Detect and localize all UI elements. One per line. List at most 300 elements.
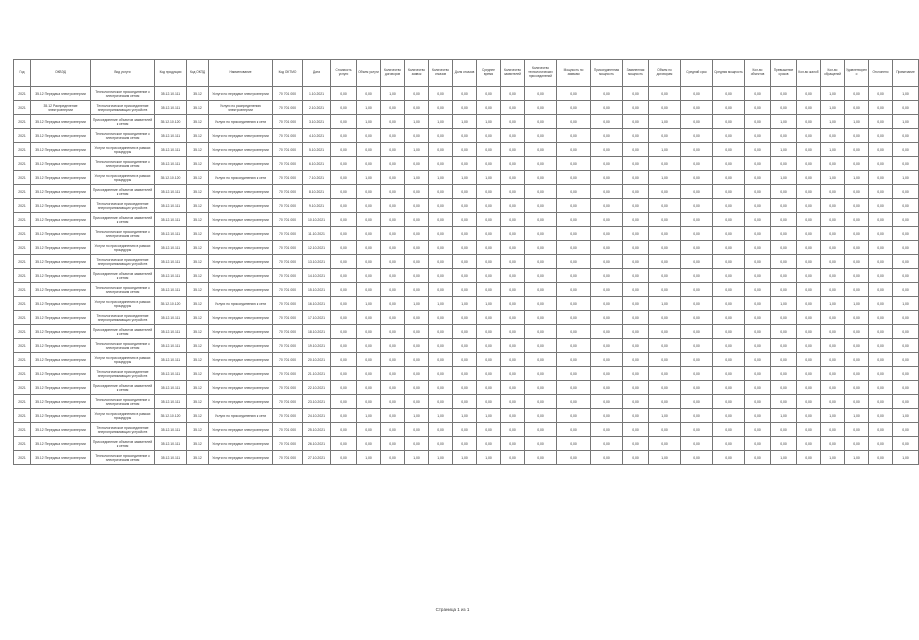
table-cell: 0,00 xyxy=(591,199,623,213)
table-cell: 0,00 xyxy=(845,381,869,395)
table-cell: 0,00 xyxy=(821,255,845,269)
table-cell: 0,00 xyxy=(331,367,357,381)
table-cell: 0,00 xyxy=(649,199,681,213)
table-cell: 1,00 xyxy=(771,143,797,157)
table-cell: 0,00 xyxy=(591,311,623,325)
table-cell: 1,00 xyxy=(893,297,919,311)
table-cell: 0,00 xyxy=(357,213,381,227)
table-cell: 16.10.2021 xyxy=(303,297,331,311)
table-cell: 0,00 xyxy=(429,185,453,199)
table-cell: 0,00 xyxy=(557,297,591,311)
table-cell: 35.12 xyxy=(187,409,209,423)
table-cell: 35.12 Передача электроэнергии xyxy=(31,297,91,311)
table-cell: 0,00 xyxy=(681,409,713,423)
table-cell: 0,00 xyxy=(357,269,381,283)
column-header: Дата xyxy=(303,60,331,87)
table-cell: 0,00 xyxy=(381,255,405,269)
table-cell: 1,00 xyxy=(845,171,869,185)
table-cell: 70 701 000 xyxy=(273,255,303,269)
table-cell: Услуги по передаче электроэнергии xyxy=(209,451,273,465)
table-cell: 0,00 xyxy=(501,101,525,115)
table-cell: 0,00 xyxy=(557,339,591,353)
table-cell: 26.10.2021 xyxy=(303,437,331,451)
table-cell: Услуги по присоединению к сети xyxy=(209,297,273,311)
table-cell: 0,00 xyxy=(771,283,797,297)
column-header: Кол-во объектов xyxy=(745,60,771,87)
table-cell: 0,00 xyxy=(845,157,869,171)
table-cell: 0,00 xyxy=(797,423,821,437)
table-cell: 0,00 xyxy=(845,423,869,437)
table-row xyxy=(14,199,919,213)
table-cell: 0,00 xyxy=(771,101,797,115)
table-cell: 0,00 xyxy=(331,157,357,171)
table-cell: 0,00 xyxy=(821,423,845,437)
table-cell: 0,00 xyxy=(557,437,591,451)
column-header: Отклонено xyxy=(869,60,893,87)
table-cell: 0,00 xyxy=(477,185,501,199)
table-cell: 0,00 xyxy=(649,283,681,297)
table-row xyxy=(14,451,919,465)
table-cell: 0,00 xyxy=(381,381,405,395)
table-cell: 0,00 xyxy=(745,339,771,353)
table-cell: 0,00 xyxy=(591,227,623,241)
table-cell: 0,00 xyxy=(893,199,919,213)
table-row xyxy=(14,185,919,199)
table-cell: 0,00 xyxy=(477,157,501,171)
table-cell: 2021 xyxy=(14,255,31,269)
table-cell: 0,00 xyxy=(429,129,453,143)
table-cell: 1,00 xyxy=(893,171,919,185)
table-cell: 0,00 xyxy=(745,129,771,143)
table-cell: 0,00 xyxy=(477,339,501,353)
table-cell: 2021 xyxy=(14,241,31,255)
table-cell: 0,00 xyxy=(591,283,623,297)
table-cell: 0,00 xyxy=(501,381,525,395)
table-cell: 0,00 xyxy=(649,241,681,255)
table-cell: 0,00 xyxy=(453,87,477,101)
table-cell: 0,00 xyxy=(525,283,557,297)
table-cell: 0,00 xyxy=(381,367,405,381)
column-header: Количество заявок xyxy=(405,60,429,87)
table-cell: 0,00 xyxy=(623,129,649,143)
table-cell: 0,00 xyxy=(591,423,623,437)
table-cell: 0,00 xyxy=(405,101,429,115)
table-cell: 35.12.10.111 xyxy=(155,423,187,437)
table-cell: 70 701 000 xyxy=(273,437,303,451)
table-cell: Услуги по передаче электроэнергии xyxy=(209,325,273,339)
table-cell: 35.12.10.111 xyxy=(155,199,187,213)
table-cell: 0,00 xyxy=(893,381,919,395)
table-cell: 0,00 xyxy=(771,311,797,325)
table-cell: 1,00 xyxy=(893,409,919,423)
table-cell: 0,00 xyxy=(453,381,477,395)
table-cell: 1,00 xyxy=(893,115,919,129)
table-cell: 0,00 xyxy=(869,353,893,367)
table-cell: 0,00 xyxy=(845,339,869,353)
table-cell: 0,00 xyxy=(525,311,557,325)
table-cell: 1.10.2021 xyxy=(303,87,331,101)
table-cell: 35.12.10.120 xyxy=(155,115,187,129)
table-cell: 0,00 xyxy=(681,115,713,129)
table-cell: 0,00 xyxy=(649,423,681,437)
table-cell: 0,00 xyxy=(623,227,649,241)
table-cell: 0,00 xyxy=(405,87,429,101)
table-cell: 0,00 xyxy=(893,353,919,367)
column-header: Вид услуги xyxy=(91,60,155,87)
table-row xyxy=(14,395,919,409)
table-cell: 0,00 xyxy=(623,241,649,255)
table-cell: 0,00 xyxy=(797,325,821,339)
table-cell: 0,00 xyxy=(557,185,591,199)
table-cell: 0,00 xyxy=(797,437,821,451)
table-cell: 0,00 xyxy=(745,255,771,269)
table-cell: 0,00 xyxy=(821,395,845,409)
table-cell: 0,00 xyxy=(453,353,477,367)
column-header: Год xyxy=(14,60,31,87)
table-row xyxy=(14,325,919,339)
table-cell: 0,00 xyxy=(845,437,869,451)
table-cell: 0,00 xyxy=(381,339,405,353)
table-cell: 0,00 xyxy=(797,129,821,143)
table-cell: 0,00 xyxy=(649,213,681,227)
table-cell: 0,00 xyxy=(429,101,453,115)
table-cell: 35.12.10.111 xyxy=(155,353,187,367)
table-cell: 0,00 xyxy=(797,213,821,227)
table-cell: 6.10.2021 xyxy=(303,157,331,171)
table-cell: 0,00 xyxy=(381,395,405,409)
column-header: Среднее время xyxy=(477,60,501,87)
table-cell: 2021 xyxy=(14,325,31,339)
table-cell: 35.12 xyxy=(187,269,209,283)
table-cell: 70 701 000 xyxy=(273,213,303,227)
table-cell: 0,00 xyxy=(405,353,429,367)
table-cell: 1,00 xyxy=(477,451,501,465)
table-cell: 35.12.10.111 xyxy=(155,381,187,395)
table-cell: 0,00 xyxy=(453,423,477,437)
table-cell: 0,00 xyxy=(357,87,381,101)
table-cell: 35.12.10.111 xyxy=(155,339,187,353)
table-cell: 0,00 xyxy=(381,269,405,283)
table-cell: 0,00 xyxy=(713,87,745,101)
table-cell: 1,00 xyxy=(429,409,453,423)
table-cell: 1,00 xyxy=(845,115,869,129)
table-cell: 70 701 000 xyxy=(273,115,303,129)
table-cell: 0,00 xyxy=(713,185,745,199)
table-cell: Услуги по передаче электроэнергии xyxy=(209,213,273,227)
table-cell: 0,00 xyxy=(869,297,893,311)
table-cell: 0,00 xyxy=(501,199,525,213)
table-cell: 0,00 xyxy=(745,185,771,199)
table-cell: 1,00 xyxy=(649,451,681,465)
table-cell: 0,00 xyxy=(357,129,381,143)
table-cell: 0,00 xyxy=(821,283,845,297)
column-header: Примечание xyxy=(893,60,919,87)
table-cell: 0,00 xyxy=(525,381,557,395)
table-cell: 0,00 xyxy=(745,297,771,311)
table-cell: 0,00 xyxy=(453,367,477,381)
table-row xyxy=(14,213,919,227)
table-cell: 0,00 xyxy=(869,339,893,353)
table-cell: 0,00 xyxy=(745,283,771,297)
table-cell: 0,00 xyxy=(405,437,429,451)
table-cell: 0,00 xyxy=(381,409,405,423)
table-cell: 0,00 xyxy=(745,269,771,283)
table-cell: 0,00 xyxy=(557,171,591,185)
table-cell: 0,00 xyxy=(381,311,405,325)
table-cell: 0,00 xyxy=(477,227,501,241)
table-cell: 35.12 Передача электроэнергии xyxy=(31,367,91,381)
table-cell: 0,00 xyxy=(591,339,623,353)
table-cell: 0,00 xyxy=(797,297,821,311)
table-cell: 1,00 xyxy=(405,115,429,129)
table-cell: 35.12.10.111 xyxy=(155,255,187,269)
table-cell: 0,00 xyxy=(869,283,893,297)
table-cell: 0,00 xyxy=(845,213,869,227)
report-table xyxy=(13,59,919,465)
table-cell: 0,00 xyxy=(797,157,821,171)
table-cell: Услуги по передаче электроэнергии xyxy=(209,185,273,199)
table-cell: Услуги по присоединению в рамках процедуры xyxy=(91,409,155,423)
table-cell: 0,00 xyxy=(557,101,591,115)
table-cell: 0,00 xyxy=(525,353,557,367)
table-cell: 35.12.10.111 xyxy=(155,283,187,297)
table-cell: 0,00 xyxy=(591,367,623,381)
table-cell: 0,00 xyxy=(357,339,381,353)
table-cell: 35.12.10.111 xyxy=(155,325,187,339)
table-cell: 0,00 xyxy=(713,101,745,115)
table-cell: 0,00 xyxy=(623,409,649,423)
table-cell: 0,00 xyxy=(331,87,357,101)
table-cell: 0,00 xyxy=(557,143,591,157)
table-cell: 0,00 xyxy=(845,325,869,339)
table-cell: 0,00 xyxy=(405,227,429,241)
table-cell: 35.12 xyxy=(187,451,209,465)
table-cell: 0,00 xyxy=(477,87,501,101)
table-cell: 70 701 000 xyxy=(273,367,303,381)
table-cell: 0,00 xyxy=(681,423,713,437)
table-cell: 70 701 000 xyxy=(273,199,303,213)
table-cell: 0,00 xyxy=(681,227,713,241)
table-cell: 0,00 xyxy=(525,409,557,423)
table-row xyxy=(14,255,919,269)
table-cell: 0,00 xyxy=(429,395,453,409)
table-cell: 0,00 xyxy=(453,269,477,283)
table-cell: 35.12 Передача электроэнергии xyxy=(31,255,91,269)
table-row xyxy=(14,157,919,171)
table-cell: 0,00 xyxy=(429,367,453,381)
header-row xyxy=(14,60,919,87)
table-cell: 0,00 xyxy=(331,241,357,255)
table-cell: 0,00 xyxy=(331,143,357,157)
table-cell: 0,00 xyxy=(429,339,453,353)
table-cell: 20.10.2021 xyxy=(303,353,331,367)
table-row xyxy=(14,339,919,353)
table-cell: 35.12 Передача электроэнергии xyxy=(31,269,91,283)
table-cell: Услуги по передаче электроэнергии xyxy=(209,199,273,213)
table-cell: Услуги по присоединению к сети xyxy=(209,115,273,129)
table-cell: 0,00 xyxy=(649,87,681,101)
table-cell: 0,00 xyxy=(525,115,557,129)
column-header: Количество технологических присоединений xyxy=(525,60,557,87)
table-cell: Технологическое присоединение энергопринимающих устройств xyxy=(91,255,155,269)
table-cell: 0,00 xyxy=(893,255,919,269)
table-cell: 0,00 xyxy=(477,101,501,115)
table-cell: 0,00 xyxy=(381,115,405,129)
table-cell: 0,00 xyxy=(845,129,869,143)
table-cell: 35.12 Передача электроэнергии xyxy=(31,157,91,171)
table-cell: 1,00 xyxy=(429,171,453,185)
table-cell: 0,00 xyxy=(713,143,745,157)
table-cell: 0,00 xyxy=(821,185,845,199)
table-cell: 0,00 xyxy=(357,311,381,325)
table-cell: 0,00 xyxy=(869,143,893,157)
table-cell: 0,00 xyxy=(869,451,893,465)
table-cell: 0,00 xyxy=(681,339,713,353)
table-cell: 0,00 xyxy=(557,353,591,367)
table-cell: 0,00 xyxy=(869,101,893,115)
table-cell: 0,00 xyxy=(591,157,623,171)
table-cell: 0,00 xyxy=(713,241,745,255)
table-cell: 0,00 xyxy=(681,269,713,283)
table-cell: 0,00 xyxy=(821,437,845,451)
table-cell: 2021 xyxy=(14,129,31,143)
table-cell: 0,00 xyxy=(331,409,357,423)
table-cell: 0,00 xyxy=(869,115,893,129)
table-cell: 0,00 xyxy=(357,255,381,269)
table-cell: 0,00 xyxy=(453,283,477,297)
table-cell: 0,00 xyxy=(869,367,893,381)
table-cell: 0,00 xyxy=(331,297,357,311)
table-cell: 0,00 xyxy=(501,451,525,465)
table-cell: 0,00 xyxy=(623,115,649,129)
table-cell: 0,00 xyxy=(429,269,453,283)
table-cell: 35.12.10.120 xyxy=(155,409,187,423)
table-cell: 0,00 xyxy=(501,213,525,227)
table-cell: 35.12 xyxy=(187,437,209,451)
table-cell: 0,00 xyxy=(797,451,821,465)
table-cell: 1,00 xyxy=(405,297,429,311)
table-cell: 7.10.2021 xyxy=(303,171,331,185)
table-cell: 0,00 xyxy=(869,199,893,213)
table-cell: 1,00 xyxy=(649,171,681,185)
table-cell: 1,00 xyxy=(845,297,869,311)
table-cell: 35.12 Передача электроэнергии xyxy=(31,381,91,395)
table-row xyxy=(14,87,919,101)
table-cell: 0,00 xyxy=(429,143,453,157)
table-cell: 0,00 xyxy=(821,213,845,227)
table-cell: 0,00 xyxy=(623,87,649,101)
table-cell: Присоединение объектов заявителей к сетям xyxy=(91,269,155,283)
table-cell: 0,00 xyxy=(649,311,681,325)
table-cell: 0,00 xyxy=(501,255,525,269)
table-cell: 0,00 xyxy=(713,437,745,451)
table-cell: 0,00 xyxy=(429,213,453,227)
table-cell: 0,00 xyxy=(405,269,429,283)
table-cell: 0,00 xyxy=(557,241,591,255)
table-cell: 0,00 xyxy=(477,311,501,325)
table-cell: 0,00 xyxy=(797,87,821,101)
table-cell: 1,00 xyxy=(845,451,869,465)
table-cell: 0,00 xyxy=(797,199,821,213)
table-cell: 0,00 xyxy=(821,367,845,381)
table-cell: 1,00 xyxy=(405,409,429,423)
table-cell: 35.12 xyxy=(187,255,209,269)
table-cell: 0,00 xyxy=(525,437,557,451)
table-cell: 0,00 xyxy=(821,129,845,143)
table-cell: 0,00 xyxy=(771,129,797,143)
table-cell: 0,00 xyxy=(525,143,557,157)
table-cell: 0,00 xyxy=(845,101,869,115)
table-cell: 0,00 xyxy=(453,143,477,157)
table-cell: 0,00 xyxy=(649,227,681,241)
table-cell: Услуги по передаче электроэнергии xyxy=(209,353,273,367)
table-cell: 0,00 xyxy=(557,423,591,437)
table-cell: 0,00 xyxy=(893,437,919,451)
table-cell: 1,00 xyxy=(381,87,405,101)
table-cell: 0,00 xyxy=(713,255,745,269)
table-cell: 0,00 xyxy=(357,353,381,367)
table-cell: 0,00 xyxy=(331,339,357,353)
table-cell: 0,00 xyxy=(591,451,623,465)
table-cell: 1,00 xyxy=(893,87,919,101)
table-cell: 0,00 xyxy=(557,367,591,381)
table-cell: 0,00 xyxy=(713,115,745,129)
table-cell: Технологическое присоединение к электрическим сетям xyxy=(91,283,155,297)
table-cell: 0,00 xyxy=(623,297,649,311)
table-cell: 0,00 xyxy=(713,325,745,339)
table-cell: 0,00 xyxy=(591,255,623,269)
table-cell: 0,00 xyxy=(357,241,381,255)
table-cell: Услуги по присоединению в рамках процедуры xyxy=(91,353,155,367)
table-cell: 0,00 xyxy=(381,353,405,367)
table-cell: 0,00 xyxy=(745,311,771,325)
table-cell: 0,00 xyxy=(525,213,557,227)
table-cell: 0,00 xyxy=(429,283,453,297)
table-cell: 0,00 xyxy=(745,101,771,115)
table-cell: 0,00 xyxy=(525,325,557,339)
table-cell: 2.10.2021 xyxy=(303,101,331,115)
table-cell: 0,00 xyxy=(869,409,893,423)
table-cell: 0,00 xyxy=(713,311,745,325)
table-cell: 35.12 Передача электроэнергии xyxy=(31,451,91,465)
table-row xyxy=(14,241,919,255)
table-cell: 35.12.10.111 xyxy=(155,101,187,115)
table-cell: 0,00 xyxy=(405,157,429,171)
table-cell: 1,00 xyxy=(477,171,501,185)
table-cell: 0,00 xyxy=(745,241,771,255)
table-cell: 0,00 xyxy=(869,395,893,409)
table-cell: 25.10.2021 xyxy=(303,423,331,437)
table-cell: 0,00 xyxy=(429,353,453,367)
table-cell: 0,00 xyxy=(649,339,681,353)
table-cell: 0,00 xyxy=(771,339,797,353)
table-cell: 0,00 xyxy=(525,423,557,437)
table-cell: 70 701 000 xyxy=(273,143,303,157)
table-cell: 0,00 xyxy=(623,437,649,451)
table-cell: 1,00 xyxy=(477,297,501,311)
table-cell: 0,00 xyxy=(381,213,405,227)
table-cell: 21.10.2021 xyxy=(303,367,331,381)
table-cell: 0,00 xyxy=(681,213,713,227)
table-cell: 35.12 Передача электроэнергии xyxy=(31,115,91,129)
table-cell: 0,00 xyxy=(591,395,623,409)
table-cell: 70 701 000 xyxy=(273,185,303,199)
table-cell: 1,00 xyxy=(649,409,681,423)
table-cell: 1,00 xyxy=(477,115,501,129)
table-cell: 0,00 xyxy=(623,381,649,395)
table-cell: 0,00 xyxy=(501,325,525,339)
table-cell: 0,00 xyxy=(501,353,525,367)
